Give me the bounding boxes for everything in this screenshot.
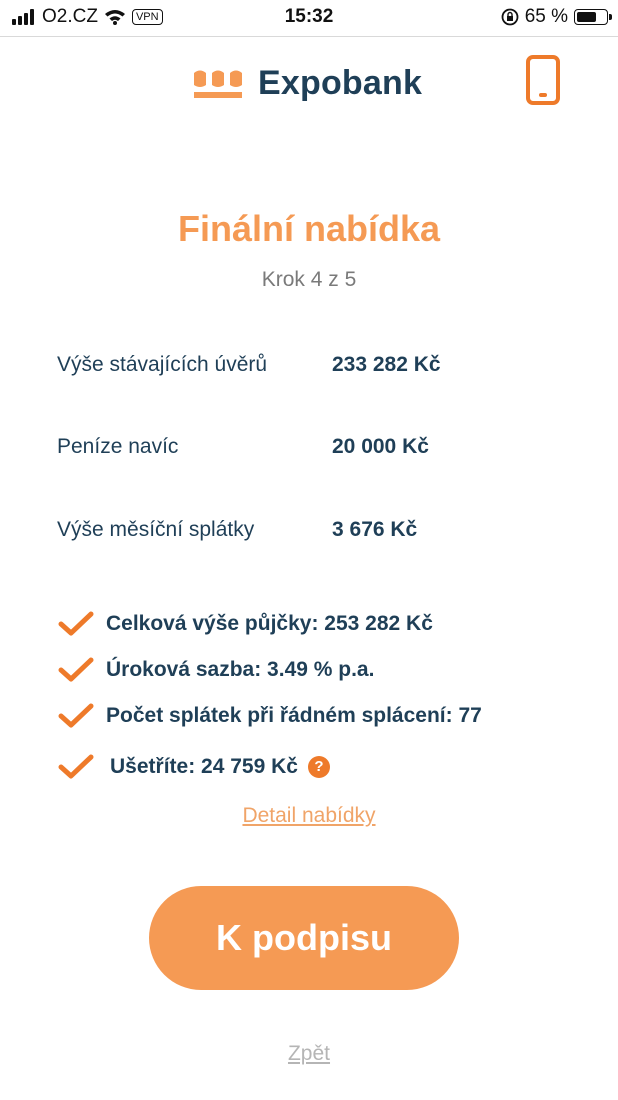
row-value: 3 676 Kč	[332, 518, 418, 541]
benefit-text: Úroková sazba: 3.49 % p.a.	[106, 658, 375, 681]
battery-icon	[574, 9, 608, 25]
benefit-text: Celková výše půjčky: 253 282 Kč	[106, 612, 433, 635]
sign-button[interactable]: K podpisu	[149, 886, 459, 990]
status-time: 15:32	[284, 6, 334, 27]
summary-row-monthly-payment	[57, 518, 577, 548]
row-label: Peníze navíc	[57, 435, 179, 458]
brand-logo[interactable]	[194, 64, 422, 103]
row-value: 20 000 Kč	[332, 435, 429, 458]
battery-percent: 65 %	[524, 6, 568, 27]
logo-mark-icon	[194, 69, 242, 99]
help-icon[interactable]: ?	[308, 756, 330, 778]
rotation-lock-icon	[501, 8, 519, 26]
row-label: Výše měsíční splátky	[57, 518, 255, 541]
benefit-installments	[58, 700, 558, 732]
phone-icon[interactable]	[526, 55, 560, 105]
brand-name: Expobank	[258, 64, 423, 102]
back-link[interactable]: Zpět	[287, 1042, 331, 1065]
carrier-name: O2.CZ	[42, 6, 98, 27]
benefit-text: Počet splátek při řádném splácení: 77	[106, 704, 482, 727]
summary-row-extra-money	[57, 435, 577, 465]
benefit-savings	[58, 751, 558, 783]
benefit-text: Ušetříte: 24 759 Kč	[110, 755, 298, 778]
status-bar	[0, 0, 618, 37]
summary-row-existing-loans	[57, 353, 577, 383]
offer-detail-link[interactable]: Detail nabídky	[242, 804, 376, 827]
row-value: 233 282 Kč	[332, 353, 441, 376]
page-title: Finální nabídka	[177, 208, 441, 249]
row-label: Výše stávajících úvěrů	[57, 353, 268, 376]
checkmark-icon	[58, 754, 94, 780]
checkmark-icon	[58, 611, 94, 637]
vpn-badge: VPN	[132, 9, 163, 25]
status-right	[501, 6, 608, 28]
checkmark-icon	[58, 703, 94, 729]
benefit-total-loan	[58, 608, 558, 640]
checkmark-icon	[58, 657, 94, 683]
benefit-interest-rate	[58, 654, 558, 686]
step-indicator: Krok 4 z 5	[261, 268, 357, 291]
